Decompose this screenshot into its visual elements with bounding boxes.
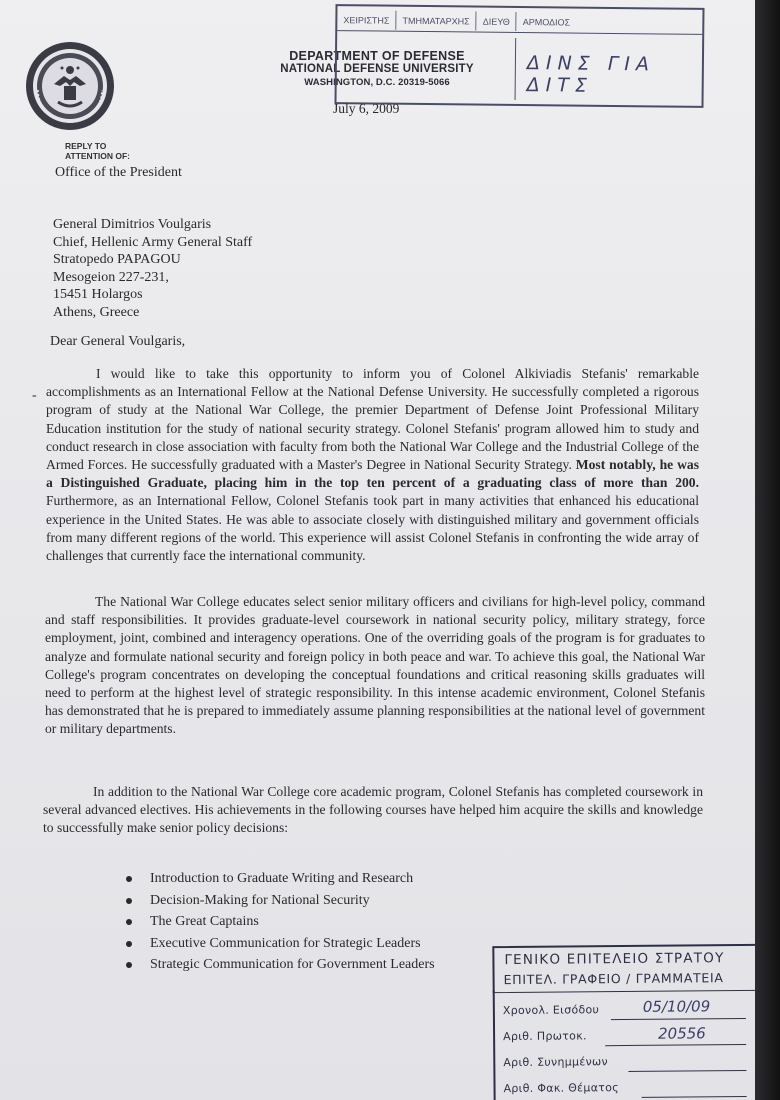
recipient-title: Chief, Hellenic Army General Staff [53, 234, 253, 250]
letter-date: July 6, 2009 [333, 101, 400, 116]
routing-cell: ΤΜΗΜΑΤΑΡΧΗΣ [396, 11, 476, 31]
paragraph-text: Furthermore, as an International Fellow, Colonel Stefanis took part in many activities that enhanced his educational experience in the United States. He was able to associate closely with distinguished military and government officials from many different regions of the world. This experience will assist Colonel Stefanis in confronting the wide array of challenges that currently face the international community. [46, 493, 699, 564]
list-item: Introduction to Graduate Writing and Research [120, 868, 435, 890]
routing-handwriting: ΔΙΝΣ ΓΙΑ ΔΙΤΣ [526, 52, 656, 97]
paragraph-accomplishments [46, 365, 699, 565]
routing-stamp-header [337, 10, 702, 35]
greek-stamp-border [493, 990, 496, 1100]
greek-stamp-subtitle: ΕΠΙΤΕΛ. ΓΡΑΦΕΙΟ / ΓΡΑΜΜΑΤΕΙΑ [503, 970, 724, 988]
routing-cell: ΧΕΙΡΙΣΤΗΣ [337, 10, 396, 30]
department-name: DEPARTMENT OF DEFENSE [289, 49, 465, 63]
recipient-name: General Dimitrios Voulgaris [53, 217, 212, 232]
dod-seal-icon [24, 40, 116, 132]
letterhead-city: WASHINGTON, D.C. 20319-5066 [304, 77, 450, 88]
routing-cell: ΑΡΜΟΔΙΟΣ [522, 17, 571, 28]
greek-stamp-title: ΓΕΝΙΚΟ ΕΠΙΤΕΛΕΙΟ ΣΤΡΑΤΟΥ [504, 950, 725, 969]
entry-date-value: 05/10/09 [642, 997, 711, 1016]
attachments-label: Αριθ. Συνημμένων [503, 1055, 609, 1070]
list-item: Strategic Communication for Government Leaders [120, 954, 435, 976]
university-name: NATIONAL DEFENSE UNIVERSITY [280, 63, 474, 75]
routing-cell: ΔΙΕΥΘ [477, 12, 517, 31]
protocol-number-label: Αριθ. Πρωτοκ. [503, 1029, 587, 1044]
margin-mark: - [32, 388, 37, 403]
recipient-address [53, 216, 252, 321]
entry-date-line [611, 1018, 746, 1020]
entry-date-label: Χρονολ. Εισόδου [502, 1003, 600, 1018]
greek-stamp-header [492, 944, 755, 993]
list-item: Decision-Making for National Security [120, 890, 435, 912]
address-line: Stratopedo PAPAGOU [53, 252, 181, 267]
address-line: 15451 Holargos [53, 287, 143, 302]
scan-background-edge [755, 0, 780, 1100]
distinguished-graduate-text: Most notably, he was a Distinguished Graduate, placing him in the top ten percent of a graduating class of more than 200. [46, 457, 699, 491]
routing-stamp [334, 4, 704, 108]
paragraph-electives [43, 783, 703, 838]
address-line: Athens, Greece [53, 304, 140, 320]
reply-to-label [65, 141, 130, 161]
subject-file-label: Αριθ. Φακ. Θέματος [503, 1081, 620, 1096]
course-list [120, 868, 435, 976]
routing-divider [515, 38, 517, 100]
attention-line: ATTENTION OF: [65, 151, 130, 161]
address-line: Mesogeion 227-231, [53, 269, 169, 285]
sender-office: Office of the President [55, 165, 182, 180]
paragraph-text: In addition to the National War College core academic program, Colonel Stefanis has completed coursework in several advanced electives. His achievements in the following courses have helped him acquire the skills and knowledge to successfully make senior policy decisions: [43, 784, 703, 836]
salutation: Dear General Voulgaris, [50, 334, 186, 349]
list-item: Executive Communication for Strategic Leaders [120, 933, 435, 955]
attachments-line [628, 1070, 746, 1072]
protocol-number-value: 20556 [657, 1024, 706, 1043]
reply-to-line: REPLY TO [65, 141, 107, 151]
greek-registry-stamp [492, 944, 755, 1100]
list-item: The Great Captains [120, 911, 435, 933]
paragraph-text: The National War College educates select senior military officers and civilians for high-level policy, command and staff responsibilities. It provides graduate-level coursework in national security policy, military strategy, force employment, joint, combined and interagency operations. One of the overriding goals of the program is for graduates to analyze and formulate national security and foreign policy in both peace and war. To achieve this goal, the National War College's program concentrates on developing the conceptual foundations and critical reasoning skills graduates will need to perform at the highest level of strategic responsibility. In this intense academic environment, Colonel Stefanis has demonstrated that he is prepared to immediately assume planning responsibilities at the national level of government or military departments. [45, 594, 705, 737]
subject-file-line [642, 1096, 747, 1098]
paragraph-war-college [45, 593, 705, 739]
protocol-number-line [605, 1044, 746, 1046]
paragraph-text: I would like to take this opportunity to inform you of Colonel Alkiviadis Stefanis' remarkable accomplishments as an International Fellow at the National Defense University. He successfully completed a rigorous program of study at the National War College, the premier Department of Defense Joint Professional Military Education institution for the study of national security strategy. Colonel Stefanis' program allowed him to study and conduct research in close association with faculty from both the National War College and the Industrial College of the Armed Forces. He successfully graduated with a Master's Degree in National Security Strategy. [46, 366, 699, 473]
